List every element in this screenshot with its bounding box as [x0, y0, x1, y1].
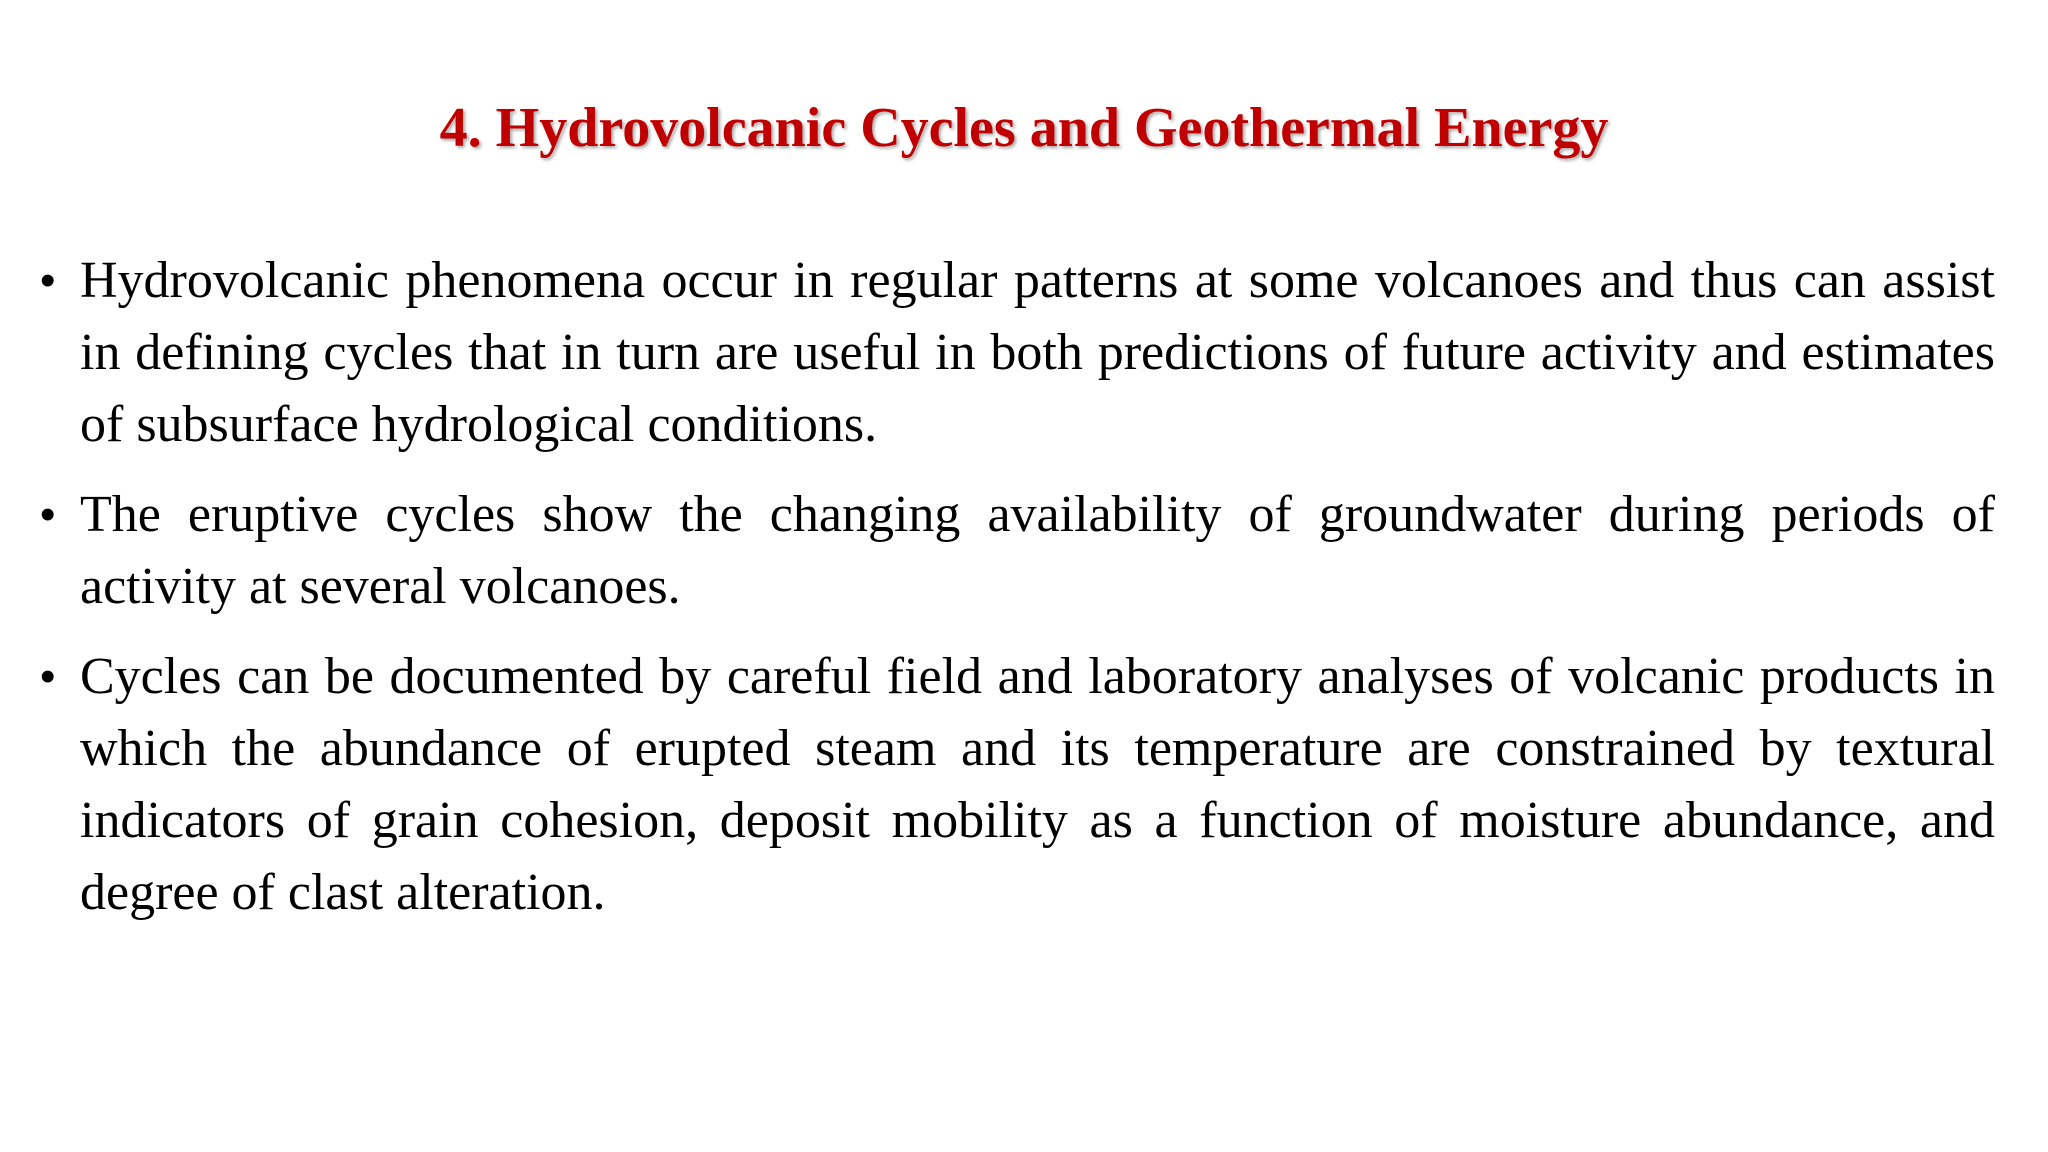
- bullet-icon: •: [40, 256, 56, 305]
- slide-title: 4. Hydrovolcanic Cycles and Geothermal Energy: [439, 97, 1609, 159]
- bullet-item-1: [40, 245, 1995, 461]
- bullet-text: Cycles can be documented by careful field and laboratory analyses of volcanic products in which the abundance of erupted steam and its temperature are constrained by textural indicators of grain cohesion, deposit mobility as a function of moisture abundance, and degree of clast alteration.: [80, 648, 1995, 921]
- bullet-item-2: [40, 479, 1995, 623]
- bullet-text: Hydrovolcanic phenomena occur in regular patterns at some volcanoes and thus can assist in defining cycles that in turn are useful in both predictions of future activity and estimates of subsurface hydrological conditions.: [80, 252, 1995, 453]
- bullet-text: The eruptive cycles show the changing availability of groundwater during periods of activity at several volcanoes.: [80, 486, 1995, 615]
- bullet-icon: •: [40, 490, 56, 539]
- bullet-icon: •: [40, 652, 56, 701]
- bullet-list: [40, 245, 1995, 947]
- bullet-item-3: [40, 641, 1995, 929]
